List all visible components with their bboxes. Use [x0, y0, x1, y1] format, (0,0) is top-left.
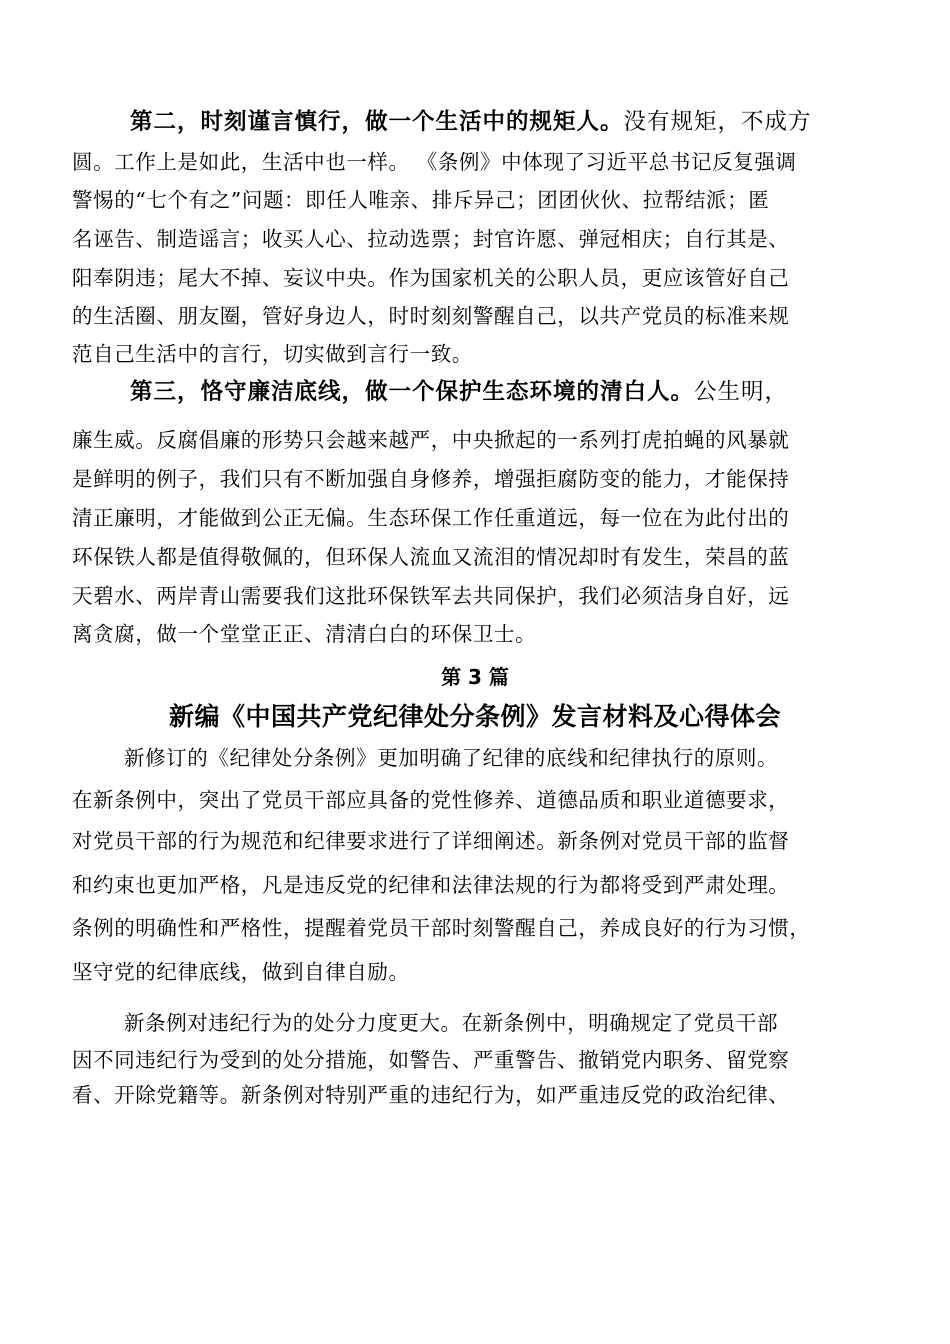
para1-line-1: 新修订的《纪律处分条例》更加明确了纪律的底线和纪律执行的原则。	[124, 746, 779, 770]
section3-line-4: 清正廉明，才能做到公正无偏。生态环保工作任重道远，每一位在为此付出的	[72, 506, 790, 530]
section3-heading: 第三，恪守廉洁底线，做一个保护生态环境的清白人。	[130, 379, 695, 405]
section2-line-3: 警惕的“七个有之”问题：即任人唯亲、排斥异己；团团伙伙、拉帮结派；匿	[72, 188, 770, 212]
section2-line-2: 圆。工作上是如此，生活中也一样。 《条例》中体现了习近平总书记反复强调	[72, 150, 797, 174]
section3-first-line	[130, 378, 788, 406]
para1-line-5: 条例的明确性和严格性，提醒着党员干部时刻警醒自己，养成良好的行为习惯，	[72, 916, 811, 940]
para1-line-4: 和约束也更加严格，凡是违反党的纪律和法律法规的行为都将受到严肃处理。	[72, 873, 790, 897]
section2-line-5: 阳奉阴违；尾大不掉、妄议中央。作为国家机关的公职人员，更应该管好自己	[72, 266, 790, 290]
section2-line-7: 范自己生活中的言行，切实做到言行一致。	[72, 342, 473, 366]
para1-line-6: 坚守党的纪律底线，做到自律自励。	[72, 960, 410, 984]
para2-line-1: 新条例对违纪行为的处分力度更大。在新条例中，明确规定了党员干部	[124, 1011, 779, 1035]
section3-line-2: 廉生威。反腐倡廉的形势只会越来越严，中央掀起的一系列打虎拍蝇的风暴就	[72, 428, 790, 452]
article-title: 新编《中国共产党纪律处分条例》发言材料及心得体会	[168, 702, 781, 731]
para2-line-2: 因不同违纪行为受到的处分措施，如警告、严重警告、撤销党内职务、留党察	[72, 1048, 790, 1072]
article-number: 第 3 篇	[441, 665, 509, 689]
para2-line-3: 看、开除党籍等。新条例对特别严重的违纪行为，如严重违反党的政治纪律、	[72, 1083, 790, 1107]
section2-line-6: 的生活圈、朋友圈，管好身边人，时时刻刻警醒自己，以共产党员的标准来规	[72, 304, 790, 328]
para1-line-2: 在新条例中，突出了党员干部应具备的党性修养、道德品质和职业道德要求，	[72, 788, 790, 812]
section3-line-7: 离贪腐，做一个堂堂正正、清清白白的环保卫士。	[72, 622, 537, 646]
para1-line-3: 对党员干部的行为规范和纪律要求进行了详细阐述。新条例对党员干部的监督	[72, 829, 790, 853]
section2-heading: 第二，时刻谨言慎行，做一个生活中的规矩人。	[130, 109, 624, 135]
section2-first-line	[130, 108, 812, 136]
section3-line-3: 是鲜明的例子，我们只有不断加强自身修养，增强拒腐防变的能力，才能保持	[72, 467, 790, 491]
section3-line-6: 天碧水、两岸青山需要我们这批环保铁军去共同保护，我们必须洁身自好，远	[72, 584, 790, 608]
section2-line-4: 名诬告、制造谣言；收买人心、拉动选票；封官许愿、弹冠相庆；自行其是、	[72, 227, 790, 251]
section3-line-1: 公生明，	[694, 379, 789, 405]
section3-line-5: 环保铁人都是值得敬佩的，但环保人流血又流泪的情况却时有发生，荣昌的蓝	[72, 545, 790, 569]
section2-line-1: 没有规矩，不成方	[623, 109, 812, 135]
